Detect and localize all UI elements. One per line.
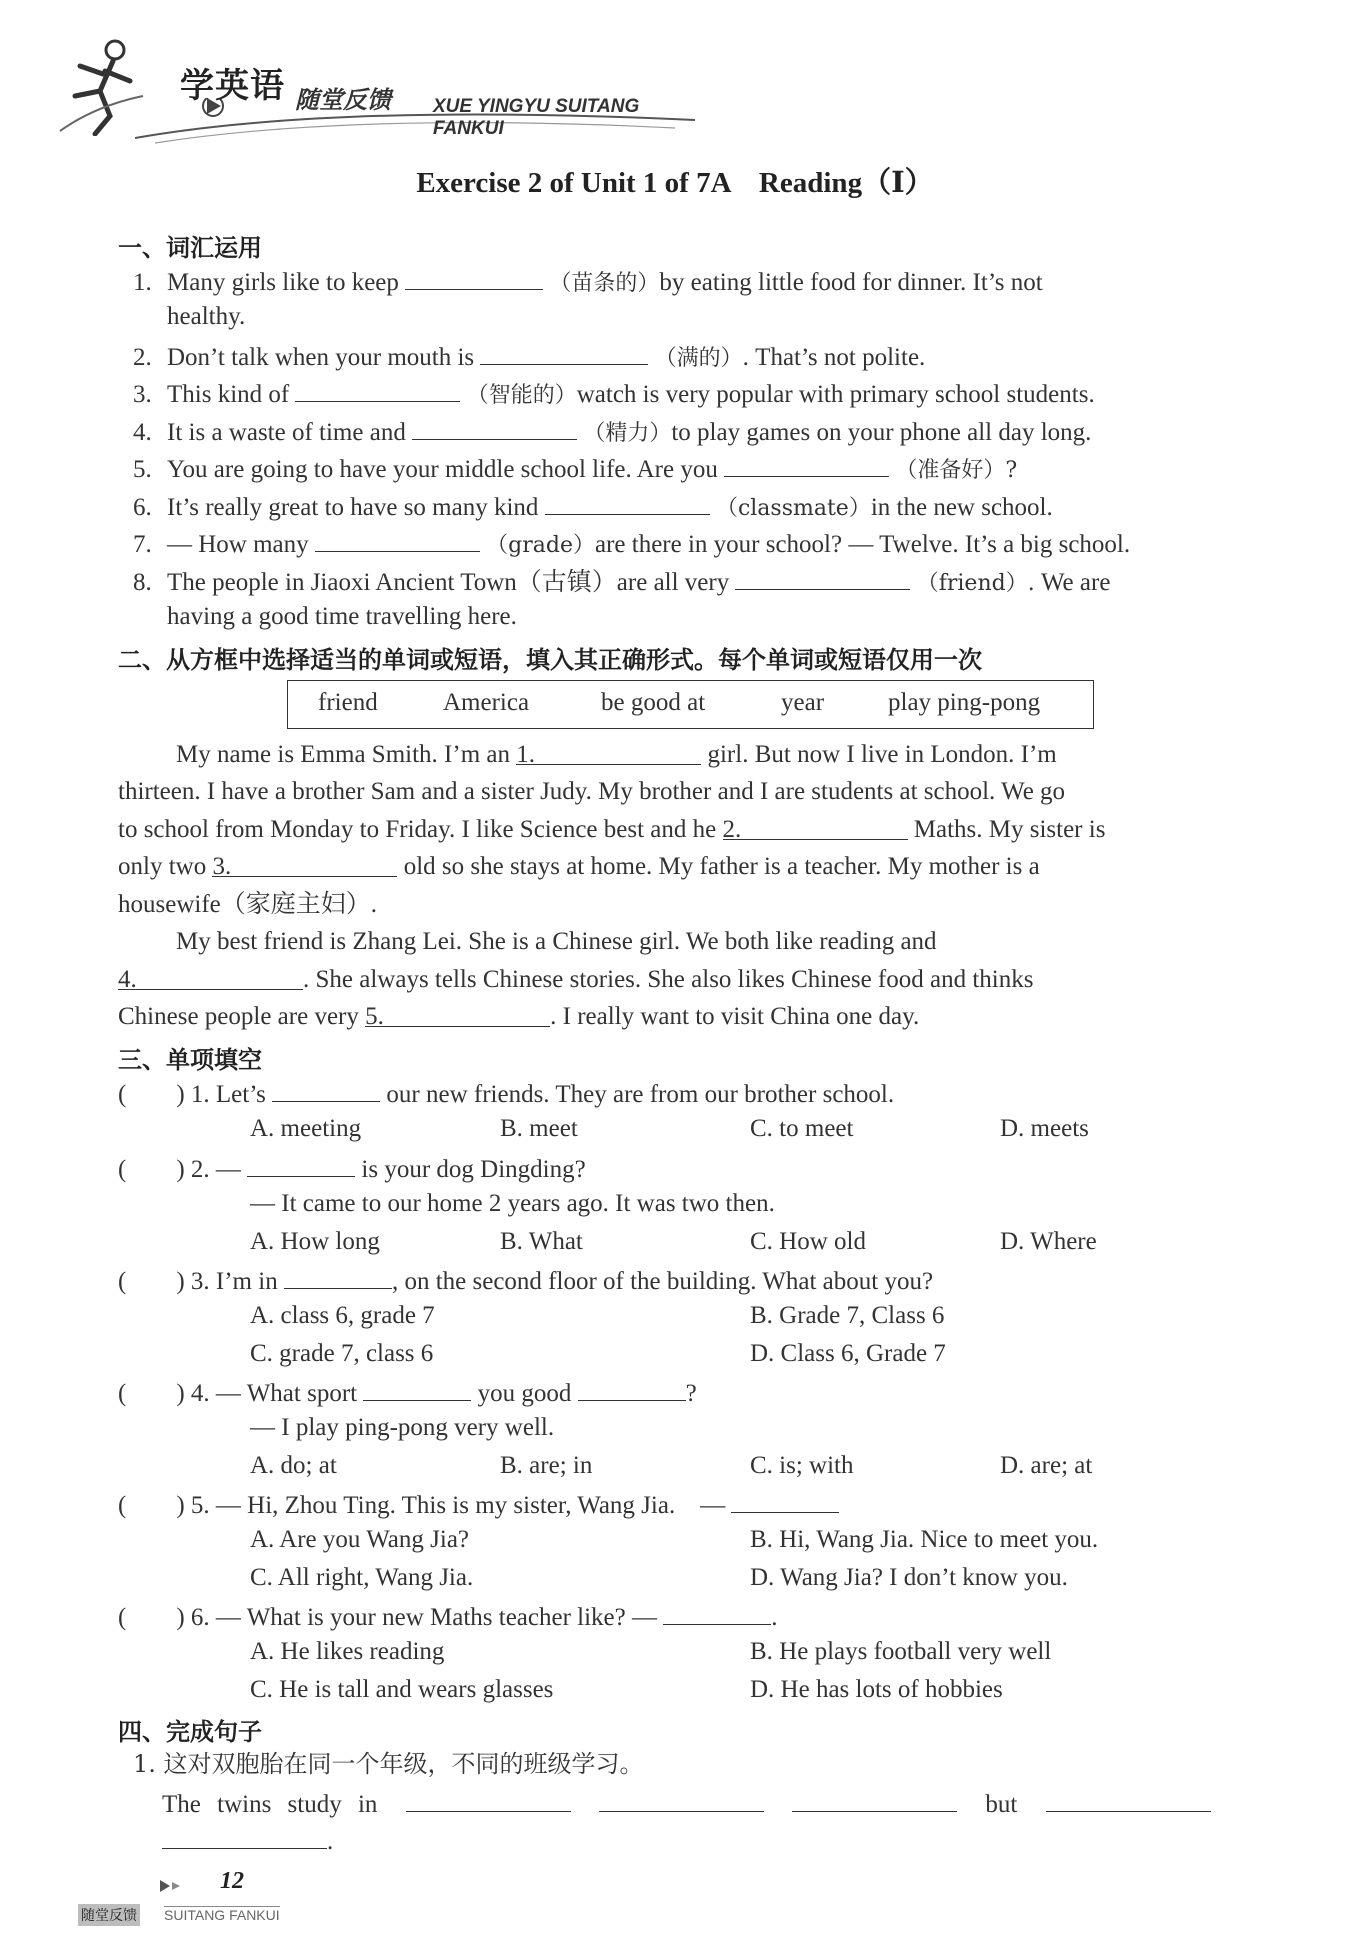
answer-blank[interactable] bbox=[405, 265, 543, 290]
answer-blank[interactable] bbox=[663, 1600, 771, 1625]
answer-blank[interactable] bbox=[731, 1488, 839, 1513]
option-a[interactable]: A. How long bbox=[250, 1228, 380, 1255]
brand-title: 学英语 bbox=[180, 66, 285, 106]
option-d[interactable]: D. He has lots of hobbies bbox=[750, 1676, 1003, 1703]
mc-question-3: ( ) 3. I’m in , on the second floor of the building. What about you? bbox=[118, 1264, 933, 1297]
section4-heading: 四、完成句子 bbox=[118, 1718, 262, 1746]
answer-blank[interactable] bbox=[284, 1264, 392, 1289]
answer-blank[interactable] bbox=[724, 452, 889, 477]
answer-blank[interactable] bbox=[315, 527, 480, 552]
brand-pinyin: XUE YINGYU SUITANG FANKUI bbox=[433, 96, 640, 139]
answer-paren[interactable]: ( ) bbox=[118, 1081, 185, 1108]
s1-item-6: 6. It’s really great to have so many kind （classmate）in the new school. bbox=[133, 490, 1263, 524]
s1-item-4: 4. It is a waste of time and （精力）to play games on your phone all day long. bbox=[133, 415, 1263, 449]
answer-blank[interactable] bbox=[735, 565, 910, 590]
answer-blank[interactable] bbox=[599, 1787, 764, 1812]
passage-line: My name is Emma Smith. I’m an 1. girl. But now I live in London. I’m bbox=[176, 741, 1057, 768]
option-a[interactable]: A. do; at bbox=[250, 1452, 337, 1479]
option-c[interactable]: C. is; with bbox=[750, 1452, 854, 1479]
option-c[interactable]: C. How old bbox=[750, 1228, 866, 1255]
answer-blank[interactable] bbox=[363, 1376, 471, 1401]
option-b[interactable]: B. Hi, Wang Jia. Nice to meet you. bbox=[750, 1526, 1099, 1553]
word-box bbox=[287, 680, 1094, 729]
brand-subtitle: 随堂反馈 bbox=[295, 86, 391, 114]
answer-paren[interactable]: ( ) bbox=[118, 1604, 185, 1631]
question-response-line: — It came to our home 2 years ago. It was two then. bbox=[250, 1190, 775, 1217]
passage-line: Chinese people are very 5. . I really want to visit China one day. bbox=[118, 1003, 920, 1030]
answer-blank[interactable] bbox=[295, 377, 460, 402]
answer-blank[interactable]: 4. bbox=[118, 965, 303, 990]
section2-heading: 二、从方框中选择适当的单词或短语，填入其正确形式。每个单词或短语仅用一次 bbox=[118, 646, 982, 674]
option-a[interactable]: A. Are you Wang Jia? bbox=[250, 1526, 470, 1553]
option-d[interactable]: D. are; at bbox=[1000, 1452, 1093, 1479]
question-response-line: — I play ping-pong very well. bbox=[250, 1414, 555, 1441]
option-c[interactable]: C. All right, Wang Jia. bbox=[250, 1564, 474, 1591]
option-b[interactable]: B. Grade 7, Class 6 bbox=[750, 1302, 945, 1329]
option-a[interactable]: A. class 6, grade 7 bbox=[250, 1302, 435, 1329]
mc-question-4: ( ) 4. — What sport you good ? bbox=[118, 1376, 697, 1409]
header-banner bbox=[55, 28, 675, 138]
answer-blank[interactable]: 1. bbox=[516, 740, 701, 765]
option-d[interactable]: D. Where bbox=[1000, 1228, 1097, 1255]
box-word: America bbox=[443, 689, 530, 716]
s1-item-7: 7. — How many （grade）are there in your school? — Twelve. It’s a big school. bbox=[133, 527, 1263, 561]
answer-paren[interactable]: ( ) bbox=[118, 1492, 185, 1519]
option-b[interactable]: B. are; in bbox=[500, 1452, 593, 1479]
passage-line: thirteen. I have a brother Sam and a sister Judy. My brother and I are students at school. We go bbox=[118, 778, 1066, 805]
answer-blank[interactable] bbox=[272, 1077, 380, 1102]
answer-blank[interactable]: 3. bbox=[212, 852, 397, 877]
section1-heading: 一、词汇运用 bbox=[118, 234, 262, 262]
answer-blank[interactable] bbox=[480, 340, 648, 365]
answer-blank[interactable] bbox=[578, 1376, 686, 1401]
option-b[interactable]: B. What bbox=[500, 1228, 583, 1255]
option-c[interactable]: C. He is tall and wears glasses bbox=[250, 1676, 554, 1703]
option-c[interactable]: C. to meet bbox=[750, 1115, 854, 1142]
option-a[interactable]: A. He likes reading bbox=[250, 1638, 445, 1665]
passage-line: only two 3. old so she stays at home. My father is a teacher. My mother is a bbox=[118, 853, 1040, 880]
answer-blank[interactable] bbox=[412, 415, 577, 440]
s1-item-1-cont: healthy. bbox=[167, 303, 246, 330]
mc-question-1: ( ) 1. Let’s our new friends. They are from our brother school. bbox=[118, 1077, 894, 1110]
footer-label-pinyin: SUITANG FANKUI bbox=[164, 1907, 280, 1923]
answer-blank[interactable] bbox=[247, 1152, 355, 1177]
answer-blank[interactable] bbox=[792, 1787, 957, 1812]
page-number: 12 bbox=[220, 1868, 244, 1894]
s1-item-8: 8. The people in Jiaoxi Ancient Town（古镇）are all very （friend）. We are bbox=[133, 565, 1263, 599]
answer-blank[interactable] bbox=[545, 490, 710, 515]
box-word: play ping-pong bbox=[888, 689, 1041, 716]
option-a[interactable]: A. meeting bbox=[250, 1115, 362, 1142]
s1-item-2: 2. Don’t talk when your mouth is （满的）. That’s not polite. bbox=[133, 340, 1263, 374]
runner-logo-icon bbox=[55, 36, 145, 136]
answer-blank[interactable] bbox=[162, 1824, 327, 1849]
s1-item-1: 1. Many girls like to keep （苗条的）by eating little food for dinner. It’s not bbox=[133, 265, 1263, 299]
section3-heading: 三、单项填空 bbox=[118, 1046, 262, 1074]
answer-blank[interactable] bbox=[1046, 1787, 1211, 1812]
sentence-1-english: The twins study in but bbox=[162, 1787, 1292, 1820]
passage-line: 4. . She always tells Chinese stories. She also likes Chinese food and thinks bbox=[118, 966, 1034, 993]
sentence-1-english-cont: . bbox=[162, 1824, 1292, 1857]
mc-question-2: ( ) 2. — is your dog Dingding? bbox=[118, 1152, 586, 1185]
s1-item-8-cont: having a good time travelling here. bbox=[167, 603, 517, 630]
footer bbox=[78, 1868, 298, 1928]
mc-question-6: ( ) 6. — What is your new Maths teacher like? — . bbox=[118, 1600, 777, 1633]
passage-line: to school from Monday to Friday. I like Science best and he 2. Maths. My sister is bbox=[118, 816, 1106, 843]
passage-line: My best friend is Zhang Lei. She is a Chinese girl. We both like reading and bbox=[176, 928, 937, 955]
s1-item-3: 3. This kind of （智能的）watch is very popular with primary school students. bbox=[133, 377, 1263, 411]
double-arrow-icon bbox=[160, 1880, 186, 1892]
option-c[interactable]: C. grade 7, class 6 bbox=[250, 1340, 434, 1367]
answer-blank[interactable]: 5. bbox=[365, 1002, 550, 1027]
mc-question-5: ( ) 5. — Hi, Zhou Ting. This is my sister, Wang Jia. — bbox=[118, 1488, 839, 1521]
answer-blank[interactable] bbox=[406, 1787, 571, 1812]
answer-paren[interactable]: ( ) bbox=[118, 1268, 185, 1295]
s1-item-5: 5. You are going to have your middle school life. Are you （准备好）? bbox=[133, 452, 1263, 486]
option-b[interactable]: B. meet bbox=[500, 1115, 578, 1142]
sentence-1-chinese: 1. 这对双胞胎在同一个年级，不同的班级学习。 bbox=[133, 1750, 644, 1778]
answer-paren[interactable]: ( ) bbox=[118, 1156, 185, 1183]
box-word: be good at bbox=[601, 689, 706, 716]
option-d[interactable]: D. meets bbox=[1000, 1115, 1089, 1142]
answer-paren[interactable]: ( ) bbox=[118, 1380, 185, 1407]
passage-line: housewife（家庭主妇）. bbox=[118, 891, 377, 918]
footer-label-cn: 随堂反馈 bbox=[78, 1904, 140, 1926]
option-b[interactable]: B. He plays football very well bbox=[750, 1638, 1052, 1665]
option-d[interactable]: D. Wang Jia? I don’t know you. bbox=[750, 1564, 1068, 1591]
answer-blank[interactable]: 2. bbox=[723, 815, 908, 840]
option-d[interactable]: D. Class 6, Grade 7 bbox=[750, 1340, 946, 1367]
box-word: year bbox=[781, 689, 825, 716]
box-word: friend bbox=[318, 689, 378, 716]
page-title: Exercise 2 of Unit 1 of 7A Reading（Ⅰ） bbox=[416, 167, 934, 199]
